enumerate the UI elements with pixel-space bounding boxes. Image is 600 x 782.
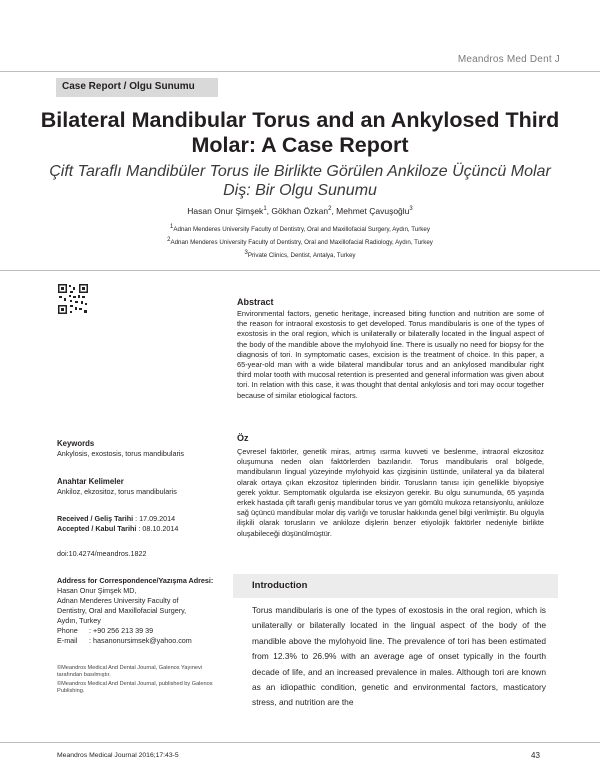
affiliation: $^2$Adnan Menderes University Faculty of Dentistry, Oral and Maxillofacial Radiology, Aydın, Turkey [167,237,433,247]
correspondence-line: Dentistry, Oral and Maxillofacial Surgery, [57,606,187,615]
copyright-tr: ©Meandros Medical And Dental Journal, Galenos Yayınevi tarafından basılmıştır. [57,665,203,678]
journal-running-title: Meandros Med Dent J [457,54,560,65]
correspondence-heading: Address for Correspondence/Yazışma Adresi: [57,576,214,585]
title-turkish: Çift Taraflı Mandibüler Torus ile Birlikte Görülen Ankiloze Üçüncü Molar Diş: Bir Olgu Sunumu [49,163,551,199]
oz-heading: Öz [237,433,249,443]
keywords-text: Ankylosis, exostosis, torus mandibularis [57,449,185,458]
author-name: Mehmet Çavuşoğlu [336,206,410,216]
accepted-date: Accepted / Kabul Tarihi : 08.10.2014 [57,524,179,533]
title-divider [0,270,600,271]
abstract-heading: Abstract [237,297,274,307]
affiliation: $^3$Private Clinics, Dentist, Antalya, Turkey [244,250,356,260]
author-name: Hasan Onur Şimşek [187,206,264,216]
section-label: Case Report / Olgu Sunumu [62,81,195,92]
author-affil-marker: 3 [409,206,413,213]
qr-code-icon [57,283,89,315]
header-divider [0,71,600,72]
correspondence-line: Adnan Menderes University Faculty of [57,596,179,605]
page-number: 43 [531,751,540,760]
copyright-en: ©Meandros Medical And Dental Journal, published by Galenos Publishing. [57,681,213,694]
abstract-text: Environmental factors, genetic heritage, increased biting function and nutrition are some of the reason for intraoral exostosis to get developed. Torus mandibularis is one of the types of exostosis in the oral region, which is unilaterally or bilaterally located in the lingual aspect of the body of the mandible above the mylohyoid line. There is usually no need for biopsy for the diagnosis of tori. In symptomatic cases, excision is the treatment of choice. In this paper, a 65-year-old man with a wide bilateral mandibular torus and an ankylosed mandibular right third molar tooth with mucosal retention is presented and general information was given about tori. In relation with this case, it was thought that dental ankylosis and tori may occur together because of similar etiological factors. [237,309,544,400]
author-list: Hasan Onur Şimşek$^1$, Gökhan Özkan$^2$, Mehmet Çavuşoğlu$^3$ [187,206,413,216]
oz-text: Çevresel faktörler, genetik miras, artmış ısırma kuvveti ve beslenme, intraoral ekzositoz oluşumuna neden olan faktörlerden bazılarıdır. Torus mandibularis oral bölgede, mandibulanın lingual yüzeyinde mylohyoid kas çizgisinin üstünde, unilateral ya da bilateral olarak ortaya çıkan ekzositoz tiplerinden biridir. Torusların tanısı için genellikle biyopsiye gerek yoktur. Semptomatik olgularda ise eksizyon gerekir. Bu olgu sunumunda, 65 yaşında erkek hastada çift taraflı geniş mandibular torus ve yarı gömülü mukoza retansiyonlu, ankiloze sağ üçüncü mandibular molar diş varlığı ve toruslar hakkında genel bilgi verilmiştir. Bu olguyla ilişkili olarak torusların ve ankiloze dişlerin benzer etiyolojik faktörler nedeniyle birlikte oluşabileceği düşünülmüştür. [237,447,544,538]
email: E-mail : hasanonursimsek@yahoo.com [57,636,192,645]
anahtar-text: Ankiloz, ekzositoz, torus mandibularis [57,487,177,496]
received-date: Received / Geliş Tarihi : 17.09.2014 [57,514,176,523]
author-affil-marker: 1 [263,206,267,213]
phone: Phone : +90 256 213 39 39 [57,626,154,635]
footer-divider [0,742,600,743]
introduction-text: Torus mandibularis is one of the types of exostosis in the oral region, which is unilaterally or bilaterally located in the lingual aspect of the body of the mandible above the mylohyoid line. The prevalence of tori has been estimated from 12.3% to 26.9% with an average age of onset typically in the fourth decade of life, and an increased prevalence in males. Although tori are known as an idiopathic condition, genetic and environmental factors, masticatory stress, and nutrition are the [252,605,546,708]
anahtar-heading: Anahtar Kelimeler [57,477,124,486]
correspondence-name: Hasan Onur Şimşek MD, [57,586,137,595]
dates-block [57,514,225,534]
keywords-heading: Keywords [57,439,95,448]
footer-citation: Meandros Medical Journal 2016;17:43-5 [57,752,179,759]
doi: doi:10.4274/meandros.1822 [57,549,147,558]
author-affil-marker: 2 [328,206,332,213]
author-name: Gökhan Özkan [271,206,329,216]
anahtar-block [57,477,225,497]
correspondence-line: Aydın, Turkey [57,616,101,625]
title-english: Bilateral Mandibular Torus and an Ankylosed Third Molar: A Case Report [40,108,560,157]
keywords-block [57,439,225,459]
affiliation: $^1$Adnan Menderes University Faculty of Dentistry, Oral and Maxillofacial Surgery, Aydın, Turkey [170,224,430,234]
correspondence-block [57,576,225,646]
introduction-heading: Introduction [252,580,308,591]
